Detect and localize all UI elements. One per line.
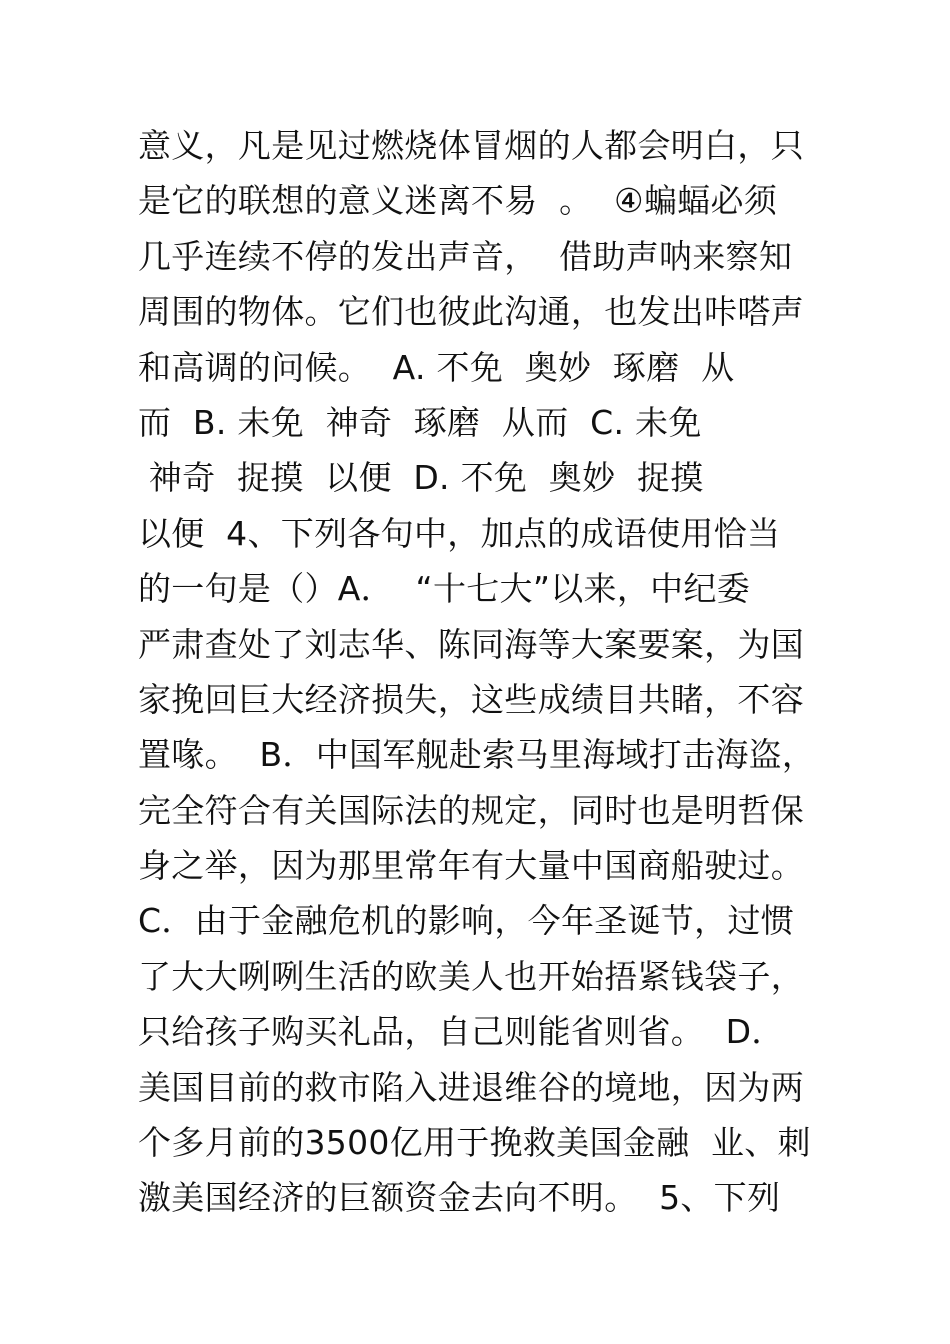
text-line: 神奇 捉摸 以便 D. 不免 奥妙 捉摸 <box>138 458 704 498</box>
text-line: C．由于金融危机的影响，今年圣诞节，过惯 <box>138 901 795 941</box>
text-line: 置喙。 B．中国军舰赴索马里海域打击海盗， <box>138 735 816 775</box>
text-line: 只给孩子购买礼品，自己则能省则省。 D． <box>138 1012 785 1052</box>
text-line: 的一句是（）A． “十七大”以来，中纪委 <box>138 569 751 609</box>
text-line: 完全符合有关国际法的规定，同时也是明哲保 <box>138 790 804 830</box>
text-line: 意义，凡是见过燃烧体冒烟的人都会明白，只 <box>138 126 804 165</box>
text-line: 是它的联想的意义迷离不易 。 ④蝙蝠必须 <box>138 181 778 221</box>
text-line: 和高调的问候。 A. 不免 奥妙 琢磨 从 <box>138 347 735 387</box>
text-line: 了大大咧咧生活的欧美人也开始捂紧钱袋子， <box>138 956 804 996</box>
text-line: 而 B. 未免 神奇 琢磨 从而 C. 未免 <box>138 402 702 442</box>
text-line: 个多月前的3500亿用于挽救美国金融 业、刺 <box>138 1123 811 1163</box>
text-line: 激美国经济的巨额资金去向不明。 5、下列 <box>138 1178 781 1218</box>
body-text <box>138 118 838 1226</box>
text-line: 几乎连续不停的发出声音， 借助声呐来察知 <box>138 236 793 276</box>
text-line: 身之举，因为那里常年有大量中国商船驶过。 <box>138 846 804 886</box>
text-line: 周围的物体。它们也彼此沟通，也发出咔嗒声 <box>138 292 804 332</box>
text-line: 家挽回巨大经济损失，这些成绩目共睹，不容 <box>138 679 804 719</box>
text-line: 美国目前的救市陷入进退维谷的境地，因为两 <box>138 1067 804 1107</box>
text-line: 以便 4、下列各句中，加点的成语使用恰当 <box>138 513 781 553</box>
text-line: 严肃查处了刘志华、陈同海等大案要案，为国 <box>138 624 804 664</box>
